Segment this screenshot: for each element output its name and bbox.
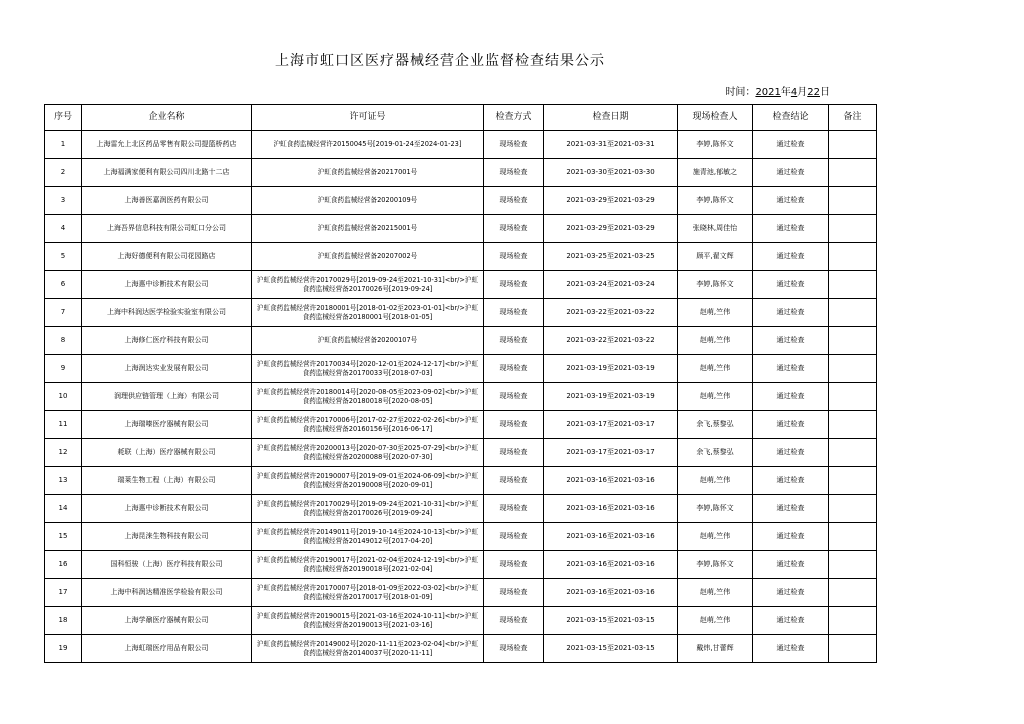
- cell-no: 17: [45, 579, 82, 607]
- date-prefix: 时间：: [725, 87, 756, 98]
- cell-result: 通过检查: [753, 355, 829, 383]
- cell-no: 12: [45, 439, 82, 467]
- cell-company: 耗联（上海）医疗器械有限公司: [82, 439, 252, 467]
- cell-company: 上海虹瑞医疗用品有限公司: [82, 635, 252, 663]
- cell-no: 9: [45, 355, 82, 383]
- date-month: 4: [790, 87, 798, 98]
- cell-company: 上海瑞嗪医疗器械有限公司: [82, 411, 252, 439]
- table-row: [45, 215, 877, 243]
- cell-no: 8: [45, 327, 82, 355]
- cell-license: 沪虹食药监械经营许20190015号[2021-03-16至2024-10-11]<br/>沪虹食药监械经营备20190013号[2021-03-16]: [252, 607, 484, 635]
- cell-method: 现场检查: [484, 327, 544, 355]
- cell-company: 上海修仁医疗科技有限公司: [82, 327, 252, 355]
- cell-date: 2021-03-29至2021-03-29: [544, 187, 678, 215]
- col-header-method: 检查方式: [484, 105, 544, 131]
- cell-license: 沪虹食药监械经营备20217001号: [252, 159, 484, 187]
- cell-no: 6: [45, 271, 82, 299]
- cell-license: 沪虹食药监械经营备20215001号: [252, 215, 484, 243]
- cell-no: 7: [45, 299, 82, 327]
- table-row: [45, 579, 877, 607]
- col-header-inspector: 现场检查人: [678, 105, 753, 131]
- cell-date: 2021-03-17至2021-03-17: [544, 439, 678, 467]
- cell-inspector: 赵萌,竺伟: [678, 523, 753, 551]
- cell-license: 沪虹食药监械经营许20190017号[2021-02-04至2024-12-19]<br/>沪虹食药监械经营备20190018号[2021-02-04]: [252, 551, 484, 579]
- table-row: [45, 383, 877, 411]
- cell-note: [829, 607, 877, 635]
- cell-license: 沪虹食药监械经营许20150045号[2019-01-24至2024-01-23]: [252, 131, 484, 159]
- cell-date: 2021-03-15至2021-03-15: [544, 607, 678, 635]
- table-row: [45, 551, 877, 579]
- cell-note: [829, 383, 877, 411]
- cell-inspector: 施青池,郁敏之: [678, 159, 753, 187]
- cell-date: 2021-03-30至2021-03-30: [544, 159, 678, 187]
- cell-result: 通过检查: [753, 271, 829, 299]
- cell-date: 2021-03-15至2021-03-15: [544, 635, 678, 663]
- cell-method: 现场检查: [484, 495, 544, 523]
- cell-result: 通过检查: [753, 187, 829, 215]
- publish-date: [725, 83, 830, 98]
- cell-company: 上海学鼐医疗器械有限公司: [82, 607, 252, 635]
- cell-note: [829, 411, 877, 439]
- cell-company: 上海中科润达医学检验实验室有限公司: [82, 299, 252, 327]
- cell-note: [829, 131, 877, 159]
- cell-method: 现场检查: [484, 215, 544, 243]
- cell-note: [829, 327, 877, 355]
- cell-inspector: 张晓林,周佳怡: [678, 215, 753, 243]
- cell-note: [829, 215, 877, 243]
- cell-result: 通过检查: [753, 635, 829, 663]
- cell-method: 现场检查: [484, 467, 544, 495]
- col-header-note: 备注: [829, 105, 877, 131]
- cell-method: 现场检查: [484, 439, 544, 467]
- cell-inspector: 李婷,陈怀文: [678, 187, 753, 215]
- cell-result: 通过检查: [753, 467, 829, 495]
- cell-result: 通过检查: [753, 495, 829, 523]
- cell-result: 通过检查: [753, 215, 829, 243]
- cell-license: 沪虹食药监械经营许20190007号[2019-09-01至2024-06-09]<br/>沪虹食药监械经营备20190008号[2020-09-01]: [252, 467, 484, 495]
- cell-note: [829, 439, 877, 467]
- cell-note: [829, 187, 877, 215]
- date-year: 2021: [755, 87, 781, 98]
- col-header-no: 序号: [45, 105, 82, 131]
- cell-result: 通过检查: [753, 607, 829, 635]
- cell-inspector: 李婷,陈怀文: [678, 131, 753, 159]
- cell-inspector: 李婷,陈怀文: [678, 271, 753, 299]
- cell-license: 沪虹食药监械经营许20149002号[2020-11-11至2023-02-04]<br/>沪虹食药监械经营备20140037号[2020-11-11]: [252, 635, 484, 663]
- cell-license: 沪虹食药监械经营许20149011号[2019-10-14至2024-10-13]<br/>沪虹食药监械经营备20149012号[2017-04-20]: [252, 523, 484, 551]
- table-row: [45, 523, 877, 551]
- date-day-sep: 日: [820, 87, 830, 98]
- cell-note: [829, 467, 877, 495]
- col-header-license: 许可证号: [252, 105, 484, 131]
- cell-license: 沪虹食药监械经营备20207002号: [252, 243, 484, 271]
- cell-result: 通过检查: [753, 159, 829, 187]
- cell-company: 上海惠中诊断技术有限公司: [82, 271, 252, 299]
- cell-result: 通过检查: [753, 327, 829, 355]
- cell-company: 上海好德便利有限公司花园路店: [82, 243, 252, 271]
- cell-no: 18: [45, 607, 82, 635]
- cell-date: 2021-03-19至2021-03-19: [544, 355, 678, 383]
- cell-method: 现场检查: [484, 383, 544, 411]
- cell-inspector: 赵萌,竺伟: [678, 579, 753, 607]
- cell-inspector: 李婷,陈怀文: [678, 495, 753, 523]
- cell-license: 沪虹食药监械经营备20200109号: [252, 187, 484, 215]
- cell-company: 上海福满家便利有限公司四川北路十二店: [82, 159, 252, 187]
- page-title: 上海市虹口区医疗器械经营企业监督检查结果公示: [275, 53, 605, 69]
- cell-inspector: 赵萌,竺伟: [678, 355, 753, 383]
- cell-license: 沪虹食药监械经营许20170034号[2020-12-01至2024-12-17]<br/>沪虹食药监械经营备20170033号[2018-07-03]: [252, 355, 484, 383]
- cell-result: 通过检查: [753, 383, 829, 411]
- cell-method: 现场检查: [484, 355, 544, 383]
- cell-date: 2021-03-22至2021-03-22: [544, 299, 678, 327]
- table-row: [45, 327, 877, 355]
- cell-license: 沪虹食药监械经营许20170007号[2018-01-09至2022-03-02]<br/>沪虹食药监械经营备20170017号[2018-01-09]: [252, 579, 484, 607]
- cell-date: 2021-03-24至2021-03-24: [544, 271, 678, 299]
- cell-no: 19: [45, 635, 82, 663]
- cell-date: 2021-03-31至2021-03-31: [544, 131, 678, 159]
- table-row: [45, 411, 877, 439]
- cell-note: [829, 523, 877, 551]
- cell-method: 现场检查: [484, 187, 544, 215]
- cell-result: 通过检查: [753, 523, 829, 551]
- table-row: [45, 243, 877, 271]
- table-header-row: [45, 105, 877, 131]
- cell-date: 2021-03-16至2021-03-16: [544, 523, 678, 551]
- cell-date: 2021-03-17至2021-03-17: [544, 411, 678, 439]
- cell-company: 上海昆涞生物科技有限公司: [82, 523, 252, 551]
- col-header-company: 企业名称: [82, 105, 252, 131]
- cell-result: 通过检查: [753, 131, 829, 159]
- date-day: 22: [807, 87, 820, 98]
- cell-method: 现场检查: [484, 271, 544, 299]
- cell-company: 瑞莱生物工程（上海）有限公司: [82, 467, 252, 495]
- cell-inspector: 赵萌,竺伟: [678, 327, 753, 355]
- cell-method: 现场检查: [484, 159, 544, 187]
- table-row: [45, 439, 877, 467]
- cell-note: [829, 495, 877, 523]
- cell-license: 沪虹食药监械经营许20170029号[2019-09-24至2021-10-31]<br/>沪虹食药监械经营备20170026号[2019-09-24]: [252, 495, 484, 523]
- cell-result: 通过检查: [753, 551, 829, 579]
- cell-note: [829, 299, 877, 327]
- cell-method: 现场检查: [484, 579, 544, 607]
- cell-date: 2021-03-19至2021-03-19: [544, 383, 678, 411]
- col-header-result: 检查结论: [753, 105, 829, 131]
- cell-license: 沪虹食药监械经营许20200013号[2020-07-30至2025-07-29]<br/>沪虹食药监械经营备20200088号[2020-07-30]: [252, 439, 484, 467]
- cell-date: 2021-03-16至2021-03-16: [544, 551, 678, 579]
- cell-date: 2021-03-22至2021-03-22: [544, 327, 678, 355]
- cell-date: 2021-03-25至2021-03-25: [544, 243, 678, 271]
- cell-result: 通过检查: [753, 299, 829, 327]
- table-row: [45, 187, 877, 215]
- cell-no: 13: [45, 467, 82, 495]
- cell-note: [829, 355, 877, 383]
- cell-no: 5: [45, 243, 82, 271]
- cell-inspector: 赵萌,竺伟: [678, 467, 753, 495]
- table-row: [45, 355, 877, 383]
- table-row: [45, 607, 877, 635]
- cell-company: 润理供应链管理（上海）有限公司: [82, 383, 252, 411]
- cell-method: 现场检查: [484, 607, 544, 635]
- cell-license: 沪虹食药监械经营备20200107号: [252, 327, 484, 355]
- cell-inspector: 顾平,翟文辉: [678, 243, 753, 271]
- cell-license: 沪虹食药监械经营许20170006号[2017-02-27至2022-02-26]<br/>沪虹食药监械经营备20160156号[2016-06-17]: [252, 411, 484, 439]
- cell-note: [829, 243, 877, 271]
- cell-inspector: 戴炜,甘蕾辉: [678, 635, 753, 663]
- date-year-sep: 年: [780, 87, 791, 98]
- cell-no: 10: [45, 383, 82, 411]
- cell-no: 1: [45, 131, 82, 159]
- col-header-date: 检查日期: [544, 105, 678, 131]
- cell-inspector: 李婷,陈怀文: [678, 551, 753, 579]
- table-row: [45, 635, 877, 663]
- cell-note: [829, 635, 877, 663]
- cell-company: 上海雷允上北区药品零售有限公司提篮桥药店: [82, 131, 252, 159]
- cell-license: 沪虹食药监械经营许20170029号[2019-09-24至2021-10-31]<br/>沪虹食药监械经营备20170026号[2019-09-24]: [252, 271, 484, 299]
- cell-method: 现场检查: [484, 243, 544, 271]
- cell-inspector: 赵萌,竺伟: [678, 299, 753, 327]
- cell-no: 4: [45, 215, 82, 243]
- cell-method: 现场检查: [484, 523, 544, 551]
- cell-inspector: 余飞,蔡黎弘: [678, 411, 753, 439]
- cell-company: 上海惠中诊断技术有限公司: [82, 495, 252, 523]
- table-row: [45, 299, 877, 327]
- cell-method: 现场检查: [484, 411, 544, 439]
- cell-inspector: 赵萌,竺伟: [678, 383, 753, 411]
- cell-note: [829, 551, 877, 579]
- table-row: [45, 271, 877, 299]
- cell-date: 2021-03-16至2021-03-16: [544, 495, 678, 523]
- cell-company: 上海中科润达精准医学检验有限公司: [82, 579, 252, 607]
- table-row: [45, 131, 877, 159]
- cell-license: 沪虹食药监械经营许20180014号[2020-08-05至2023-09-02]<br/>沪虹食药监械经营备20180018号[2020-08-05]: [252, 383, 484, 411]
- cell-inspector: 赵萌,竺伟: [678, 607, 753, 635]
- cell-result: 通过检查: [753, 439, 829, 467]
- cell-company: 上海吾界信息科技有限公司虹口分公司: [82, 215, 252, 243]
- cell-date: 2021-03-16至2021-03-16: [544, 467, 678, 495]
- cell-note: [829, 579, 877, 607]
- cell-no: 11: [45, 411, 82, 439]
- cell-inspector: 余飞,蔡黎弘: [678, 439, 753, 467]
- cell-company: 国科恒骏（上海）医疗科技有限公司: [82, 551, 252, 579]
- cell-company: 上海善医嘉润医药有限公司: [82, 187, 252, 215]
- cell-note: [829, 271, 877, 299]
- cell-note: [829, 159, 877, 187]
- table-row: [45, 495, 877, 523]
- cell-result: 通过检查: [753, 243, 829, 271]
- cell-method: 现场检查: [484, 635, 544, 663]
- date-month-sep: 月: [797, 87, 808, 98]
- cell-company: 上海润达实业发展有限公司: [82, 355, 252, 383]
- cell-method: 现场检查: [484, 551, 544, 579]
- cell-no: 15: [45, 523, 82, 551]
- cell-method: 现场检查: [484, 131, 544, 159]
- cell-result: 通过检查: [753, 579, 829, 607]
- table-row: [45, 467, 877, 495]
- cell-no: 16: [45, 551, 82, 579]
- cell-no: 14: [45, 495, 82, 523]
- cell-no: 2: [45, 159, 82, 187]
- cell-date: 2021-03-16至2021-03-16: [544, 579, 678, 607]
- cell-date: 2021-03-29至2021-03-29: [544, 215, 678, 243]
- cell-method: 现场检查: [484, 299, 544, 327]
- table-row: [45, 159, 877, 187]
- inspection-results-table: [44, 104, 877, 663]
- cell-no: 3: [45, 187, 82, 215]
- cell-license: 沪虹食药监械经营许20180001号[2018-01-02至2023-01-01]<br/>沪虹食药监械经营备20180001号[2018-01-05]: [252, 299, 484, 327]
- cell-result: 通过检查: [753, 411, 829, 439]
